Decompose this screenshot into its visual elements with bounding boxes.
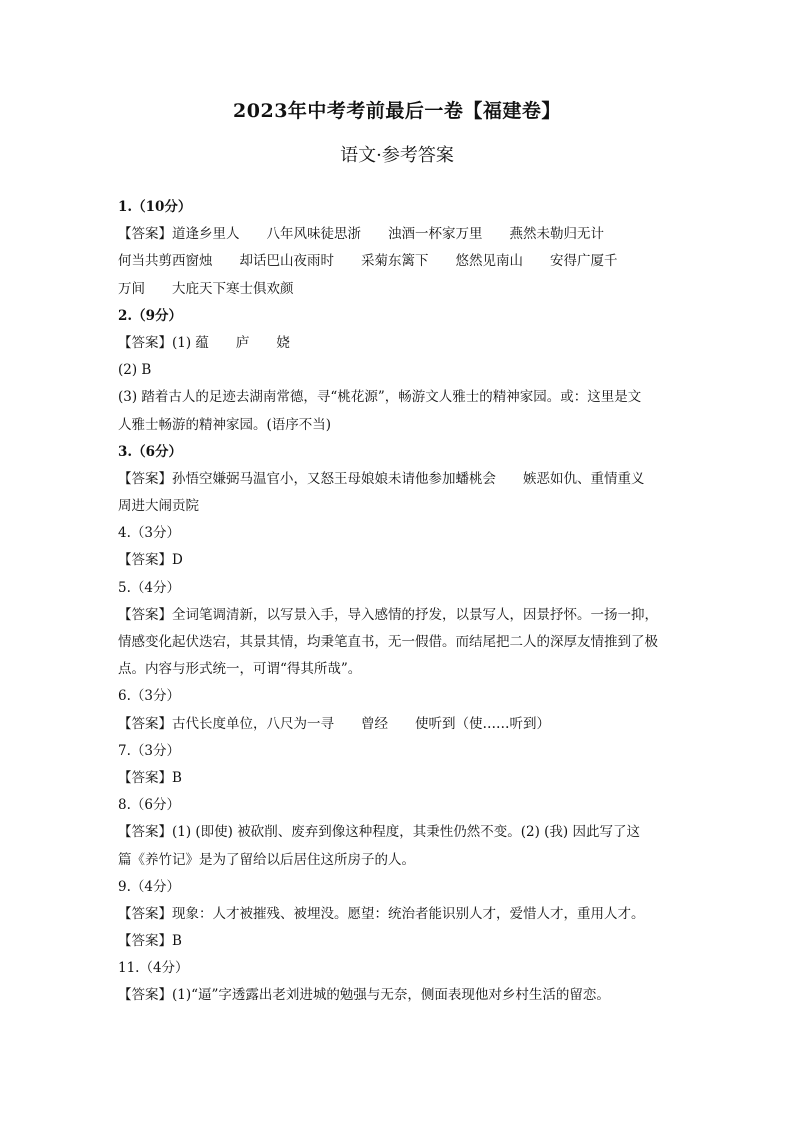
answer-line: 【答案】(1) 蕴 庐 娆	[118, 334, 290, 351]
answer-line: 【答案】B	[118, 933, 182, 950]
answer-line: 情感变化起伏迭宕，其景其情，均秉笔直书，无一假借。而结尾把二人的深厚友情推到了极	[118, 634, 658, 650]
question-header: 3.（6分）	[118, 443, 182, 460]
answer-line: 【答案】古代长度单位，八尺为一寻 曾经 使听到（使……听到）	[118, 715, 550, 732]
question-header: 5.（4分）	[118, 579, 180, 596]
page-title: 2023年中考考前最后一卷【福建卷】	[233, 100, 561, 122]
answer-line: 【答案】全词笔调清新，以写景入手，导入感情的抒发，以景写人，因景抒怀。一扬一抑，	[118, 606, 658, 623]
question-header: 4.（3分）	[118, 525, 180, 542]
answer-line: 【答案】D	[118, 552, 183, 569]
answer-line: 【答案】道逢乡里人 八年风味徒思浙 浊酒一杯家万里 燕然未勒归无计	[118, 226, 604, 243]
question-header: 2.（9分）	[118, 307, 182, 324]
answer-line: 万间 大庇天下寒士俱欢颜	[118, 280, 294, 297]
answer-line: (2) B	[118, 362, 152, 379]
answer-line: 何当共剪西窗烛 却话巴山夜雨时 采菊东篱下 悠然见南山 安得广厦千	[118, 253, 618, 270]
answer-line: 【答案】(1)“逼”字透露出老刘进城的勉强与无奈，侧面表现他对乡村生活的留恋。	[118, 987, 610, 1004]
answer-line: 人雅士畅游的精神家园。(语序不当)	[118, 416, 332, 433]
answer-line: 篇《养竹记》是为了留给以后居住这所房子的人。	[118, 851, 415, 868]
question-header: 6.（3分）	[118, 688, 180, 705]
answer-line: 周进大闹贡院	[118, 498, 199, 515]
question-header: 7.（3分）	[118, 742, 180, 759]
answer-line: 点。内容与形式统一，可谓“得其所哉”。	[118, 661, 362, 678]
answer-line: (3) 踏着古人的足迹去湖南常德，寻“桃花源”，畅游文人雅士的精神家园。或：这里是文	[118, 389, 642, 406]
answer-line: 【答案】现象：人才被摧残、被埋没。愿望：统治者能识别人才，爱惜人才，重用人才。	[118, 905, 645, 922]
answer-body	[118, 194, 678, 1010]
question-header: 1.（10分）	[118, 199, 192, 215]
question-header: 8.（6分）	[118, 797, 180, 814]
answer-line: 【答案】(1) (即使) 被砍削、废弃到像这种程度，其秉性仍然不变。(2) (我) 因此写了这	[118, 824, 640, 841]
page-subtitle: 语文·参考答案	[340, 145, 454, 166]
answer-line: 【答案】B	[118, 769, 182, 786]
question-header: 11.（4分）	[118, 960, 189, 977]
question-header: 9.（4分）	[118, 878, 180, 895]
answer-line: 【答案】孙悟空嫌弼马温官小，又怒王母娘娘未请他参加蟠桃会 嫉恶如仇、重情重义	[118, 470, 645, 487]
